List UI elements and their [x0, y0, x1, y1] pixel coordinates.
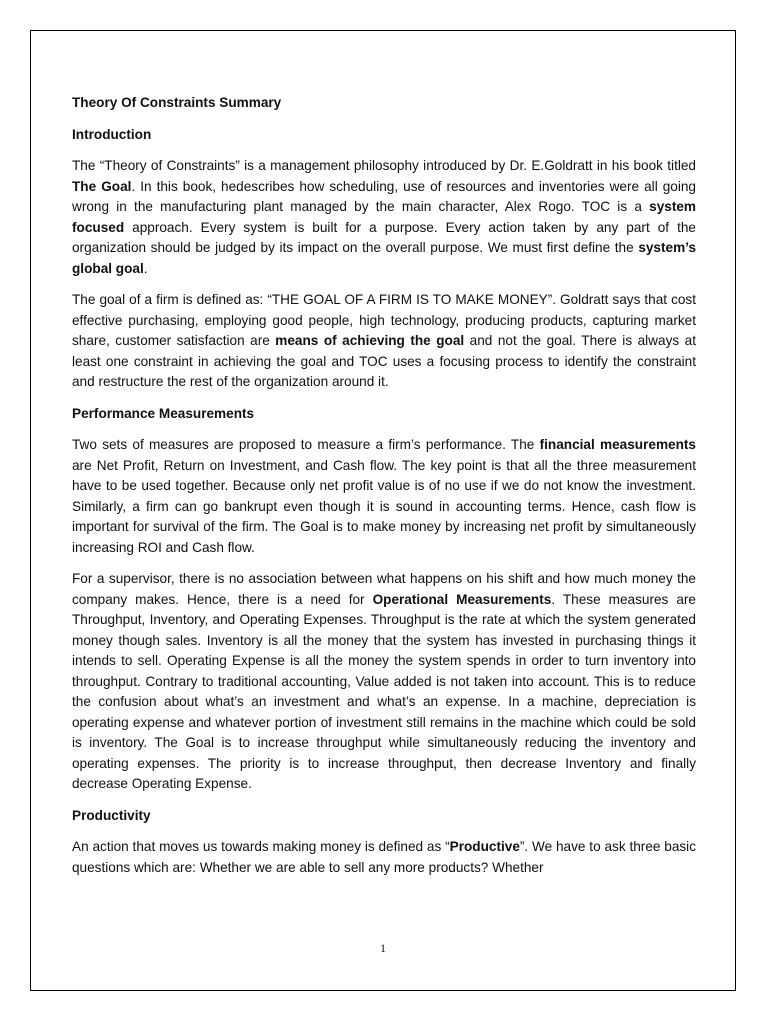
bold-term-the-goal: The Goal [72, 178, 132, 194]
bold-term-global-goal: system’s global goal [72, 240, 696, 276]
document-page [30, 30, 736, 991]
bold-term-means-of-achieving: means of achieving the goal [275, 333, 465, 348]
bold-term-system-focused: system focused [72, 199, 696, 235]
document-title: Theory Of Constraints Summary [72, 95, 282, 110]
productivity-paragraph-1: An action that moves us towards making money is defined as “Productive”. We have to ask three basic questions which are: Whether we are able to sell any more products? Whether [72, 839, 697, 875]
page-content [72, 93, 696, 889]
page-number: 1 [380, 941, 386, 955]
bold-term-financial-measurements: financial measurements [539, 437, 696, 452]
performance-paragraph-2: For a supervisor, there is no association between what happens on his shift and how much money the company makes. Hence, there is a need for Operational Measurements. These measures are Throughput, Inventory, and Operating Expenses. Throughput is the rate at which the system generated money though sales. Inventory is all the money that the system has invested in purchasing things it intends to sell. Operating Expense is all the money the system spends in order to turn inventory into throughput. Contrary to traditional accounting, Value added is not taken into account. This is to reduce the confusion about what’s an investment and what’s an expense. In a machine, depreciation is operating expense and whatever portion of investment still remains in the machine which could be sold is inventory. The Goal is to increase throughput while simultaneously reducing the inventory and operating expenses. The priority is to increase throughput, then decrease Inventory and finally decrease Operating Expense. [72, 571, 696, 791]
bold-term-productive: Productive [449, 839, 520, 854]
performance-paragraph-1: Two sets of measures are proposed to measure a firm’s performance. The financial measurements are Net Profit, Return on Investment, and Cash flow. The key point is that all the three measurement have to be used together. Because only net profit value is of no use if we do not know the investment. Similarly, a firm can go bankrupt even though it is sound in accounting terms. Hence, cash flow is important for survival of the firm. The Goal is to make money by increasing net profit by simultaneously increasing ROI and Cash flow. [72, 437, 696, 555]
section-heading-introduction: Introduction [72, 126, 152, 142]
bold-term-operational-measurements: Operational Measurements [372, 591, 552, 607]
section-heading-productivity: Productivity [72, 807, 151, 823]
intro-paragraph-2: The goal of a firm is defined as: “THE GOAL OF A FIRM IS TO MAKE MONEY”. Goldratt says that cost effective purchasing, employing good people, high technology, producing products, capturing market share, customer satisfaction are means of achieving the goal and not the goal. There is always at least one constraint in achieving the goal and TOC uses a focusing process to identify the constraint and restructure the rest of the organization around it. [72, 292, 696, 389]
section-heading-performance: Performance Measurements [72, 405, 255, 421]
intro-paragraph-1: The “Theory of Constraints” is a management philosophy introduced by Dr. E.Goldratt in his book titled The Goal. In this book, hedescribes how scheduling, use of resources and inventories were all going wrong in the manufacturing plant managed by the main character, Alex Rogo. TOC is a system focused approach. Every system is built for a purpose. Every action taken by any part of the organization should be judged by its impact on the overall purpose. We must first define the system’s global goal. [72, 158, 696, 276]
